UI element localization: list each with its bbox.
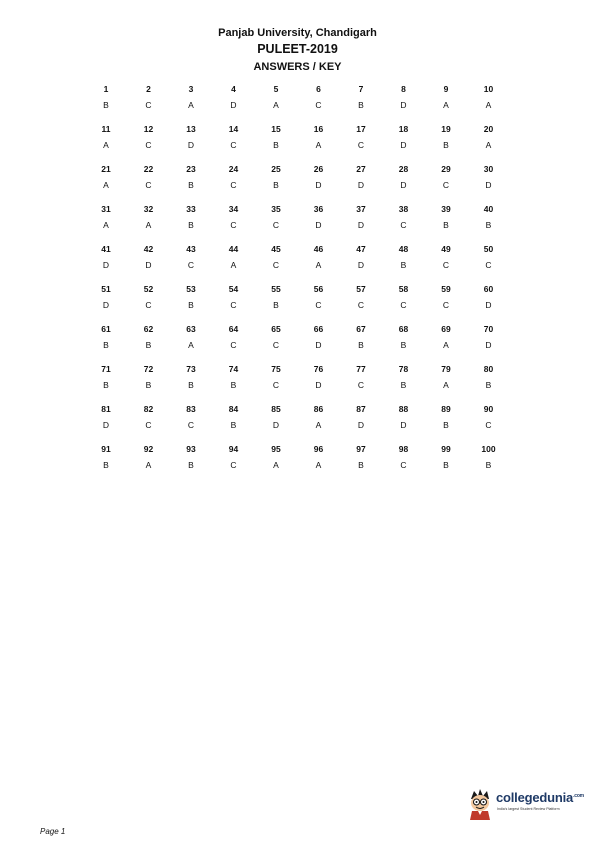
logo-wordmark <box>496 790 584 805</box>
answer-option: D <box>145 260 152 270</box>
answer-option: B <box>103 340 109 350</box>
logo-name: collegedunia <box>496 790 574 805</box>
answer-option: D <box>315 220 322 230</box>
answer-key-grid <box>86 84 510 484</box>
answer-option: C <box>145 180 152 190</box>
answer-option: A <box>188 340 194 350</box>
answer-option: B <box>443 220 449 230</box>
logo-tld: .com <box>573 793 584 799</box>
question-number: 41 <box>101 244 111 254</box>
question-number: 82 <box>143 404 154 414</box>
question-number: 29 <box>441 164 451 174</box>
answer-option: D <box>315 340 322 350</box>
question-number: 40 <box>483 204 494 214</box>
question-number: 54 <box>228 284 239 294</box>
answer-option: B <box>273 140 279 150</box>
question-number: 32 <box>143 204 154 214</box>
question-number: 38 <box>398 204 409 214</box>
answer-option: B <box>103 380 109 390</box>
answer-option: D <box>102 300 110 310</box>
answer-option: C <box>230 340 237 350</box>
answer-option: C <box>442 180 450 190</box>
answer-option: B <box>188 220 194 230</box>
answer-option: D <box>357 180 365 190</box>
question-number: 81 <box>101 404 111 414</box>
answer-row <box>86 444 510 484</box>
answer-option: D <box>357 420 365 430</box>
answer-row <box>86 204 510 244</box>
question-number: 28 <box>398 164 409 174</box>
exam-title: PULEET-2019 <box>257 42 338 56</box>
answer-option: A <box>443 100 449 110</box>
question-number: 22 <box>143 164 154 174</box>
answer-option: A <box>103 140 109 150</box>
question-number: 21 <box>101 164 111 174</box>
answer-option: C <box>272 340 280 350</box>
question-number: 43 <box>186 244 196 254</box>
answer-option: C <box>187 420 195 430</box>
answer-option: C <box>485 260 492 270</box>
question-number: 6 <box>316 84 321 94</box>
question-number: 55 <box>271 284 281 294</box>
question-number: 44 <box>228 244 239 254</box>
answer-option: C <box>230 460 237 470</box>
answer-row <box>86 404 510 444</box>
answer-option: B <box>188 180 194 190</box>
answer-option: B <box>400 340 407 350</box>
answer-option: C <box>442 260 450 270</box>
answer-option: C <box>400 220 407 230</box>
answer-row <box>86 284 510 324</box>
question-number: 62 <box>143 324 154 334</box>
question-number: 83 <box>186 404 196 414</box>
question-number: 64 <box>228 324 239 334</box>
question-number: 11 <box>101 124 111 134</box>
answer-option: B <box>485 220 492 230</box>
answer-option: C <box>485 420 492 430</box>
question-number: 72 <box>143 364 154 374</box>
question-number: 16 <box>313 124 324 134</box>
answer-option: B <box>188 380 194 390</box>
question-number: 13 <box>186 124 196 134</box>
question-number: 20 <box>483 124 494 134</box>
question-number: 86 <box>313 404 324 414</box>
question-number: 59 <box>441 284 451 294</box>
answer-row <box>86 164 510 204</box>
question-number: 33 <box>186 204 196 214</box>
answer-key-title: ANSWERS / KEY <box>253 61 342 73</box>
question-number: 14 <box>228 124 239 134</box>
question-number: 90 <box>483 404 494 414</box>
question-number: 84 <box>228 404 239 414</box>
question-number: 2 <box>146 84 151 94</box>
answer-option: A <box>443 380 449 390</box>
answer-option: C <box>230 140 237 150</box>
question-number: 19 <box>441 124 451 134</box>
question-number: 31 <box>101 204 111 214</box>
answer-option: A <box>315 140 322 150</box>
answer-option: C <box>400 300 407 310</box>
question-number: 94 <box>228 444 239 454</box>
university-name: Panjab University, Chandigarh <box>218 27 377 39</box>
answer-option: D <box>400 420 407 430</box>
answer-option: C <box>315 300 322 310</box>
question-number: 88 <box>398 404 409 414</box>
answer-option: B <box>230 380 237 390</box>
question-number: 91 <box>101 444 111 454</box>
answer-option: B <box>443 420 449 430</box>
collegedunia-logo <box>466 787 584 823</box>
question-number: 42 <box>143 244 154 254</box>
answer-option: D <box>187 140 195 150</box>
question-number: 30 <box>483 164 494 174</box>
question-number: 66 <box>313 324 324 334</box>
answer-row <box>86 124 510 164</box>
answer-option: B <box>485 380 492 390</box>
answer-option: D <box>272 420 280 430</box>
answer-option: C <box>400 460 407 470</box>
question-number: 68 <box>398 324 409 334</box>
question-number: 45 <box>271 244 281 254</box>
question-number: 56 <box>313 284 324 294</box>
page-number: Page 1 <box>40 827 66 836</box>
question-number: 39 <box>441 204 451 214</box>
question-number: 5 <box>273 84 279 94</box>
question-number: 89 <box>441 404 451 414</box>
question-number: 78 <box>398 364 409 374</box>
question-number: 85 <box>271 404 281 414</box>
question-number: 60 <box>483 284 494 294</box>
answer-option: C <box>272 260 280 270</box>
answer-option: A <box>315 260 322 270</box>
question-number: 4 <box>231 84 236 94</box>
question-number: 37 <box>356 204 366 214</box>
answer-option: C <box>145 300 152 310</box>
question-number: 51 <box>101 284 111 294</box>
question-number: 76 <box>313 364 324 374</box>
question-number: 50 <box>483 244 494 254</box>
question-number: 74 <box>228 364 239 374</box>
question-number: 96 <box>313 444 324 454</box>
question-number: 93 <box>186 444 196 454</box>
question-number: 36 <box>313 204 324 214</box>
answer-option: A <box>103 180 109 190</box>
question-number: 100 <box>481 444 496 454</box>
answer-option: C <box>230 220 237 230</box>
answer-option: D <box>315 180 322 190</box>
question-number: 26 <box>313 164 324 174</box>
answer-option: A <box>485 100 492 110</box>
answer-option: C <box>272 220 280 230</box>
answer-row <box>86 364 510 404</box>
answer-row <box>86 324 510 364</box>
question-number: 12 <box>143 124 154 134</box>
question-number: 15 <box>271 124 281 134</box>
question-number: 75 <box>271 364 281 374</box>
answer-option: D <box>315 380 322 390</box>
question-number: 63 <box>186 324 196 334</box>
answer-option: D <box>357 220 365 230</box>
answer-option: D <box>400 100 407 110</box>
answer-option: A <box>103 220 109 230</box>
question-number: 24 <box>228 164 239 174</box>
question-number: 61 <box>101 324 111 334</box>
answer-option: D <box>485 300 492 310</box>
question-number: 57 <box>356 284 366 294</box>
answer-option: D <box>400 180 407 190</box>
question-number: 10 <box>483 84 494 94</box>
answer-option: C <box>145 140 152 150</box>
answer-option: A <box>273 460 279 470</box>
answer-row <box>86 244 510 284</box>
answer-option: A <box>273 100 279 110</box>
answer-option: C <box>230 300 237 310</box>
answer-option: B <box>400 380 407 390</box>
answer-option: D <box>485 180 492 190</box>
question-number: 46 <box>313 244 324 254</box>
answer-option: B <box>103 100 109 110</box>
question-number: 27 <box>356 164 366 174</box>
answer-option: D <box>357 260 365 270</box>
answer-option: D <box>102 260 110 270</box>
question-number: 34 <box>228 204 239 214</box>
answer-option: A <box>230 260 237 270</box>
answer-option: A <box>188 100 194 110</box>
answer-option: A <box>145 220 152 230</box>
question-number: 47 <box>356 244 366 254</box>
question-number: 3 <box>188 84 194 94</box>
question-number: 79 <box>441 364 451 374</box>
question-number: 73 <box>186 364 196 374</box>
answer-option: D <box>102 420 110 430</box>
question-number: 80 <box>483 364 494 374</box>
answer-option: C <box>357 140 365 150</box>
answer-option: A <box>315 420 322 430</box>
answer-option: C <box>272 380 280 390</box>
answer-option: B <box>443 460 449 470</box>
answer-option: B <box>230 420 237 430</box>
answer-option: B <box>273 180 279 190</box>
logo-tagline: India's largest Student Review Platform <box>497 807 560 811</box>
answer-option: C <box>230 180 237 190</box>
answer-option: B <box>485 460 492 470</box>
question-number: 49 <box>441 244 451 254</box>
page-header <box>0 26 595 74</box>
question-number: 25 <box>271 164 281 174</box>
question-number: 1 <box>103 84 109 94</box>
answer-option: A <box>485 140 492 150</box>
answer-option: B <box>273 300 279 310</box>
answer-option: B <box>400 260 407 270</box>
answer-option: C <box>145 100 152 110</box>
question-number: 87 <box>356 404 366 414</box>
question-number: 70 <box>483 324 494 334</box>
answer-option: B <box>145 340 152 350</box>
answer-option: B <box>188 460 194 470</box>
question-number: 18 <box>398 124 409 134</box>
answer-option: C <box>357 300 365 310</box>
question-number: 97 <box>356 444 366 454</box>
question-number: 35 <box>271 204 281 214</box>
answer-option: A <box>443 340 449 350</box>
answer-option: D <box>230 100 237 110</box>
answer-option: B <box>443 140 449 150</box>
question-number: 92 <box>143 444 154 454</box>
question-number: 23 <box>186 164 196 174</box>
answer-option: B <box>103 460 109 470</box>
answer-option: C <box>315 100 322 110</box>
answer-option: C <box>442 300 450 310</box>
question-number: 58 <box>398 284 409 294</box>
question-number: 98 <box>398 444 409 454</box>
question-number: 99 <box>441 444 451 454</box>
answer-option: C <box>145 420 152 430</box>
question-number: 9 <box>443 84 449 94</box>
answer-option: B <box>358 340 364 350</box>
answer-option: D <box>485 340 492 350</box>
answer-row <box>86 84 510 124</box>
answer-option: B <box>358 100 364 110</box>
question-number: 69 <box>441 324 451 334</box>
question-number: 71 <box>101 364 111 374</box>
question-number: 67 <box>356 324 366 334</box>
question-number: 52 <box>143 284 154 294</box>
question-number: 8 <box>401 84 406 94</box>
question-number: 77 <box>356 364 366 374</box>
answer-option: C <box>357 380 365 390</box>
answer-option: B <box>358 460 364 470</box>
question-number: 65 <box>271 324 281 334</box>
answer-option: C <box>187 260 195 270</box>
question-number: 17 <box>356 124 366 134</box>
question-number: 95 <box>271 444 281 454</box>
question-number: 53 <box>186 284 196 294</box>
student-mascot-icon <box>466 787 494 821</box>
answer-option: B <box>145 380 152 390</box>
question-number: 48 <box>398 244 409 254</box>
answer-option: D <box>400 140 407 150</box>
answer-option: B <box>188 300 194 310</box>
answer-option: A <box>315 460 322 470</box>
question-number: 7 <box>358 84 364 94</box>
answer-option: A <box>145 460 152 470</box>
